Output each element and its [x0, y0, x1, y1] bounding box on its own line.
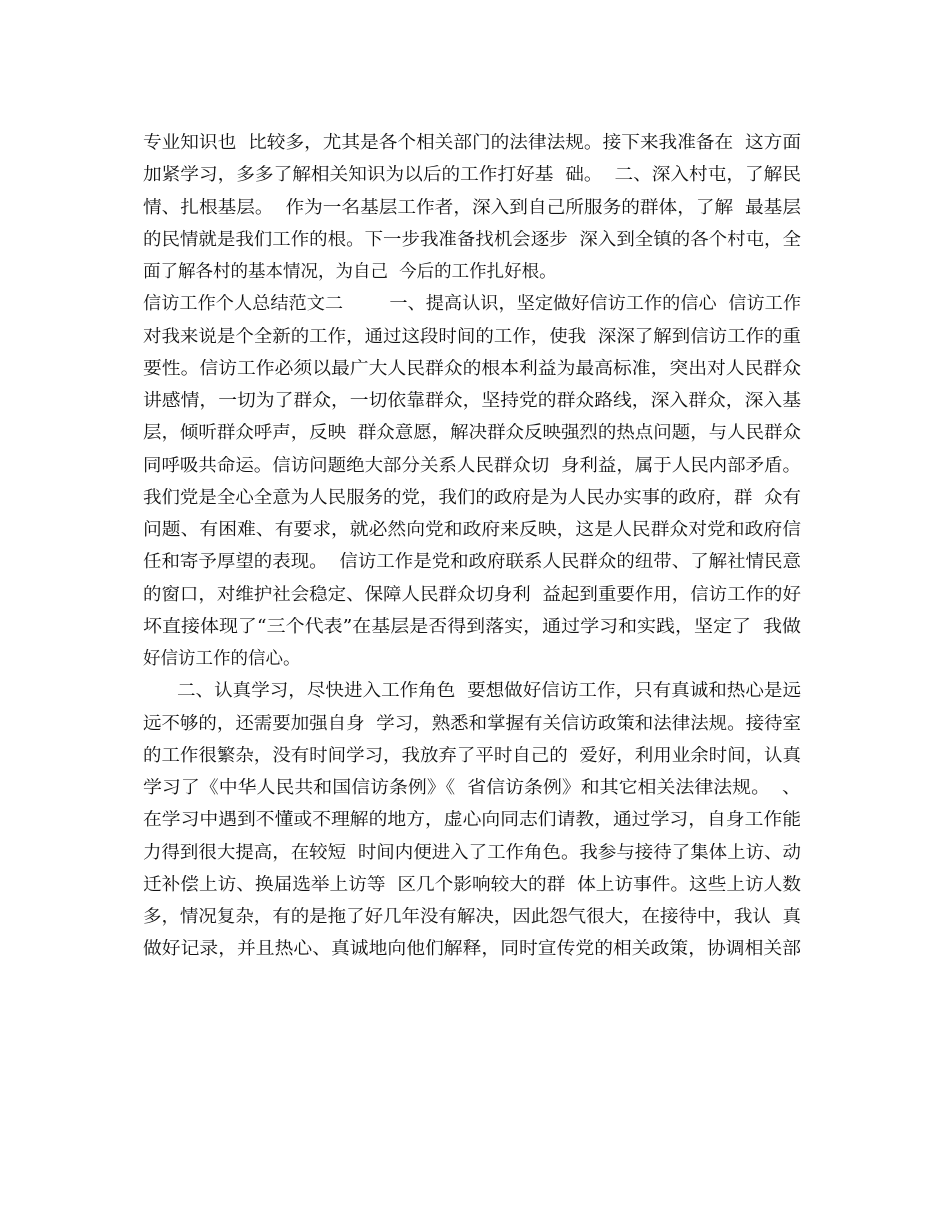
text-line: 信访工作个人总结范文二 一、提高认识，坚定做好信访工作的信心 信访工作: [143, 294, 802, 314]
text-line: 做好记录，并且热心、真诚地向他们解释，同时宣传党的相关政策，协调相关部: [143, 939, 802, 959]
text-line: 多，情况复杂，有的是拖了好几年没有解决，因此怨气很大，在接待中，我认 真: [143, 907, 801, 927]
text-line: 我们党是全心全意为人民服务的党，我们的政府是为人民办实事的政府，群 众有: [143, 488, 801, 508]
text-line: 学习了《中华人民共和国信访条例》《 省信访条例》和其它相关法律法规。 、: [143, 778, 801, 798]
text-line: 面了解各村的基本情况，为自己 今后的工作扎好根。: [143, 262, 557, 282]
text-line: 二、认真学习，尽快进入工作角色 要想做好信访工作，只有真诚和热心是远: [177, 681, 802, 701]
text-line: 加紧学习，多多了解相关知识为以后的工作打好基 础。 二、深入村屯，了解民: [143, 165, 801, 185]
text-line: 的民情就是我们工作的根。下一步我准备找机会逐步 深入到全镇的各个村屯，全: [143, 230, 801, 250]
text-line: 情、扎根基层。 作为一名基层工作者，深入到自己所服务的群体，了解 最基层: [143, 198, 801, 218]
text-line: 要性。信访工作必须以最广大人民群众的根本利益为最高标准，突出对人民群众: [143, 359, 802, 379]
text-line: 的工作很繁杂，没有时间学习，我放弃了平时自己的 爱好，利用业余时间，认真: [143, 746, 801, 766]
text-line: 任和寄予厚望的表现。 信访工作是党和政府联系人民群众的纽带、了解社情民意: [143, 552, 801, 572]
text-line: 迁补偿上访、换届选举上访等 区几个影响较大的群 体上访事件。这些上访人数: [143, 875, 801, 895]
text-line: 力得到很大提高，在较短 时间内便进入了工作角色。我参与接待了集体上访、动: [143, 843, 801, 863]
text-line: 坏直接体现了“三个代表”在基层是否得到落实，通过学习和实践，坚定了 我做: [143, 617, 802, 637]
text-line: 问题、有困难、有要求，就必然向党和政府来反映，这是人民群众对党和政府信: [143, 520, 802, 540]
text-line: 在学习中遇到不懂或不理解的地方，虚心向同志们请教，通过学习，自身工作能: [143, 810, 802, 830]
text-line: 同呼吸共命运。信访问题绝大部分关系人民群众切 身利益，属于人民内部矛盾。: [143, 456, 801, 476]
text-line: 层，倾听群众呼声，反映 群众意愿，解决群众反映强烈的热点问题，与人民群众: [143, 423, 801, 443]
text-line: 好信访工作的信心。: [143, 649, 301, 669]
text-line: 对我来说是个全新的工作，通过这段时间的工作，使我 深深了解到信访工作的重: [143, 327, 801, 347]
text-line: 的窗口，对维护社会稳定、保障人民群众切身利 益起到重要作用，信访工作的好: [143, 585, 801, 605]
text-line: 讲感情，一切为了群众，一切依靠群众，坚持党的群众路线，深入群众，深入基: [143, 391, 802, 411]
text-line: 专业知识也 比较多，尤其是各个相关部门的法律法规。接下来我准备在 这方面: [143, 133, 801, 153]
text-line: 远不够的，还需要加强自身 学习，熟悉和掌握有关信访政策和法律法规。接待室: [143, 714, 801, 734]
